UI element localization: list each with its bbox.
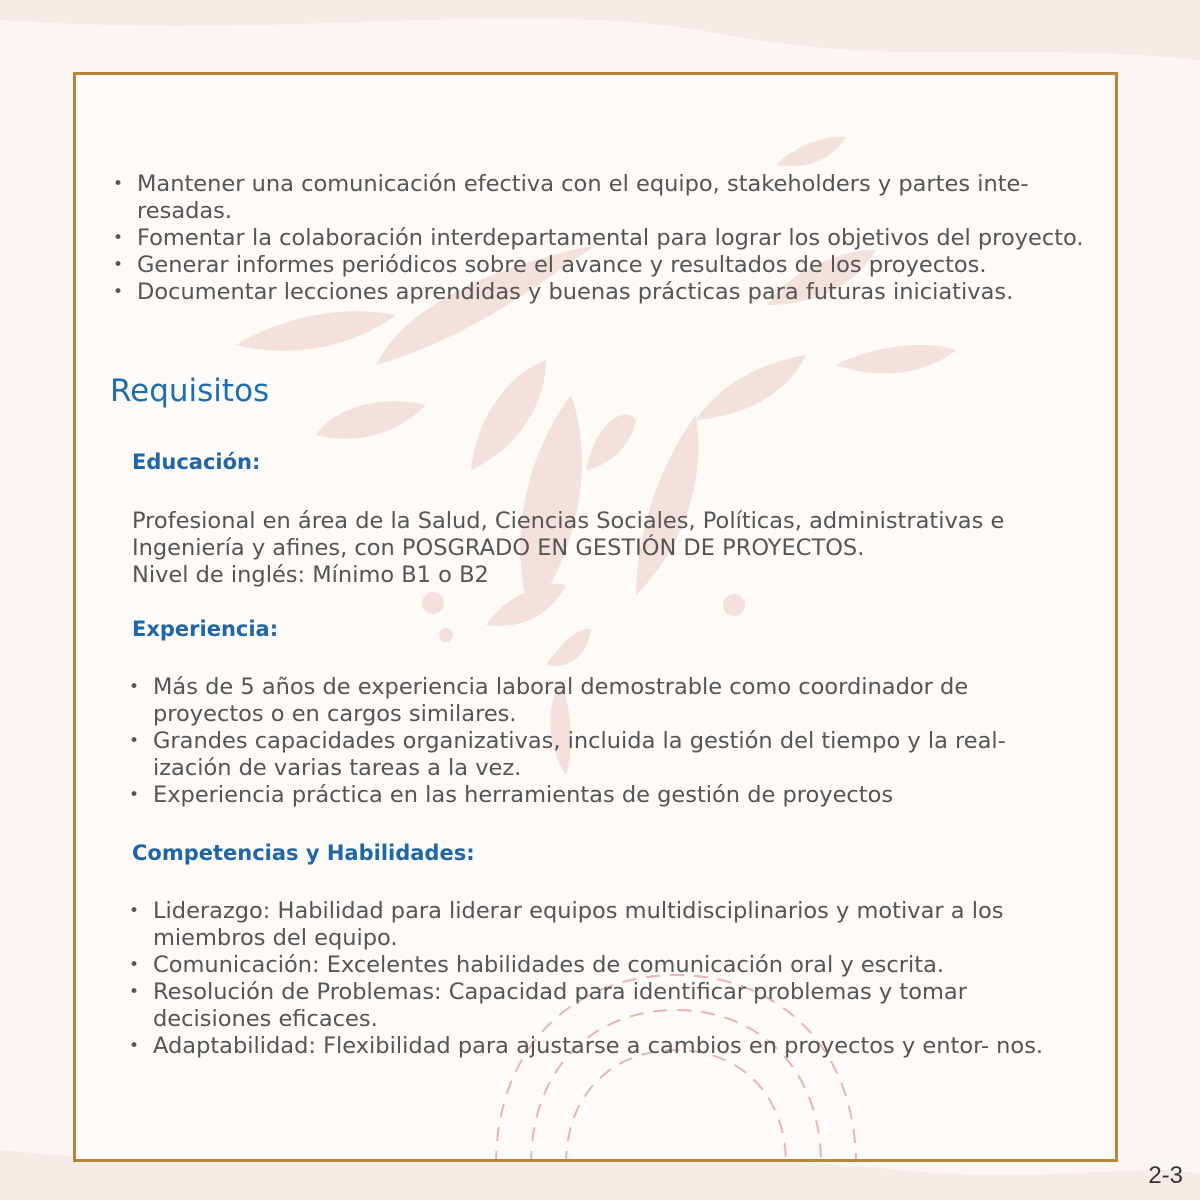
list-item: • Fomentar la colaboración interdepartamental para lograr los objetivos del proyecto. [113,225,1103,252]
english-level: Nivel de inglés: Mínimo B1 o B2 [132,562,489,588]
education-requirement: Profesional en área de la Salud, Ciencias Sociales, Políticas, administrativas e Ingeniería y afines, con POSGRADO EN GESTIÓN DE PROYECTOS. [132,508,1005,561]
list-item: • Grandes capacidades organizativas, incluida la gestión del tiempo y la real- ización de varias tareas a la vez. [129,728,1069,782]
education-text [132,508,1107,589]
responsibilities-list [113,171,1103,306]
list-item: • Liderazgo: Habilidad para liderar equipos multidisciplinarios y motivar a los miembros del equipo. [129,898,1089,952]
section-title-requisitos: Requisitos [110,373,270,409]
subheading-educacion: Educación: [132,450,261,474]
list-item: • Más de 5 años de experiencia laboral demostrable como coordinador de proyectos o en cargos similares. [129,674,1069,728]
content-frame [73,72,1118,1162]
subheading-competencias: Competencias y Habilidades: [132,841,475,865]
subheading-experiencia: Experiencia: [132,617,279,641]
page-content [76,75,1118,1162]
list-item: • Generar informes periódicos sobre el avance y resultados de los proyectos. [113,252,1103,279]
experience-list [129,674,1069,809]
list-item: • Documentar lecciones aprendidas y buenas prácticas para futuras iniciativas. [113,279,1103,306]
page-number: 2-3 [1148,1162,1183,1189]
list-item: • Comunicación: Excelentes habilidades de comunicación oral y escrita. [129,952,1089,979]
list-item: • Experiencia práctica en las herramientas de gestión de proyectos [129,782,1069,809]
list-item: • Adaptabilidad: Flexibilidad para ajustarse a cambios en proyectos y entor- nos. [129,1033,1089,1060]
list-item: • Resolución de Problemas: Capacidad para identificar problemas y tomar decisiones eficaces. [129,979,1089,1033]
list-item: • Mantener una comunicación efectiva con el equipo, stakeholders y partes inte- resadas. [113,171,1103,225]
competencies-list [129,898,1089,1060]
